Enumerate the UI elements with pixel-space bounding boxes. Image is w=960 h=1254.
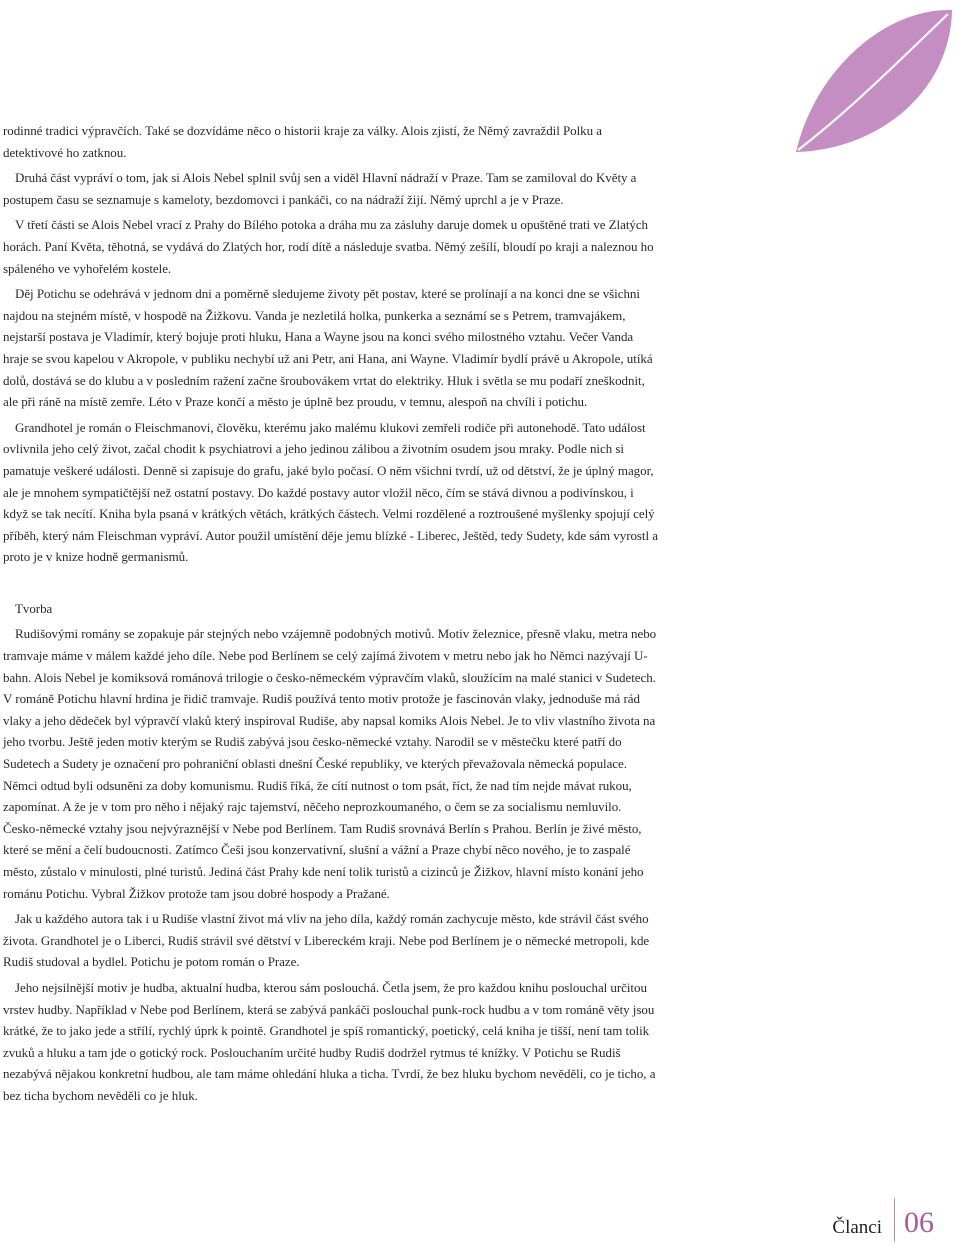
paragraph-5: Grandhotel je román o Fleischmanovi, člověku, kterému jako malému klukovi zemřeli rodiče při autonehodě. Tato událost ovlivnila jeho celý život, začal chodit k psychiatrovi a jeho jedinou zálibou a životním osudem jsou mraky. Podle nich si pamatuje veškeré události. Denně si zapisuje do grafu, jaké bylo počasí. O něm všichni tvrdí, už od dětství, že je úplný magor, ale je mnohem sympatičtější než ostatní postavy. Do každé postavy autor vložil něco, čím se stává divnou a podivínskou, i když se tak necítí. Kniha byla psaná v krátkých větách, krátkých částech. Velmi rozdělené a roztroušené myšlenky spojují celý příběh, který nám Fleischman vypráví. Autor použil umístění děje jemu blízké - Liberec, Ještěd, tedy Sudety, kde sám vyrostl a proto je v knize hodně germanismů. <box>3 419 658 565</box>
section-paragraph-2: Jak u každého autora tak i u Rudiše vlastní život má vliv na jeho díla, každý román zachycuje město, kde strávil část svého života. Grandhotel je o Liberci, Rudiš strávil své dětství v Libereckém kraji. Nebe pod Berlínem je o německé metropoli, kde Rudiš studoval a bydlel. Potichu je potom román o Praze. <box>3 911 650 970</box>
paragraph-2: Druhá část vypráví o tom, jak si Alois Nebel splnil svůj sen a viděl Hlavní nádraží v Praze. Tam se zamiloval do Květy a postupem času se seznamuje s kameloty, bezdomovci i pankáči, co na nádraží žijí. Němý uprchl a je v Praze. <box>3 170 637 207</box>
leaf-decoration <box>790 0 960 160</box>
paragraph-1: rodinné tradici výpravčích. Také se dozvídáme něco o historii kraje za války. Alois zjistí, že Němý zavraždil Polku a detektivové ho zatknou. <box>3 123 602 160</box>
paragraph-3: V třetí části se Alois Nebel vrací z Prahy do Bílého potoka a dráha mu za zásluhy daruje domek u opuštěné trati ve Zlatých horách. Paní Květa, těhotná, se vydává do Zlatých hor, rodí dítě a následuje svatba. Němý zešílí, bloudí po kraji a naleznou ho spáleného ve vyhořelém kostele. <box>3 217 654 276</box>
section-heading: Tvorba <box>15 600 53 616</box>
section-label: Članci <box>832 1217 882 1238</box>
article-body <box>3 120 658 1111</box>
page-number: 06 <box>904 1206 934 1239</box>
footer-divider <box>894 1198 895 1242</box>
paragraph-4: Děj Potichu se odehrává v jednom dni a poměrně sledujeme životy pět postav, které se prolínají a na konci dne se všichni najdou na stejném místě, v hospodě na Žižkovu. Vanda je nezletilá holka, punkerka a seznámí se s Petrem, tramvajákem, nejstarší postava je Vladimír, který bojuje proti hluku, Hana a Wayne jsou na konci svého milostného vztahu. Večer Vanda hraje se svou kapelou v Akropole, v publiku nechybí už ani Petr, ani Hana, ani Wayne. Vladimír bydlí právě u Akropole, utíká dolů, dostává se do klubu a v posledním ražení začne šroubovákem vrtat do elektriky. Hluk i světla se mu podaří zneškodnit, ale při ráně na místě zemře. Léto v Praze končí a město je úplně bez proudu, v temnu, alespoň na chvíli i potichu. <box>3 286 653 410</box>
section-paragraph-3: Jeho nejsilnější motiv je hudba, aktualní hudba, kterou sám poslouchá. Četla jsem, že pro každou knihu poslouchal určitou vrstev hudby. Například v Nebe pod Berlínem, která se zabývá pankáči poslouchal punk-rock hudbu a v tom románě věty jsou krátké, že to jako jede a střílí, rychlý úprk k pointě. Grandhotel je spíš romantický, poetický, celá kniha je tišší, není tam tolik zvuků a hluku a tam jde o gotický rock. Poslouchaním určité hudby Rudiš dodržel rytmus té knížky. V Potichu se Rudiš nezabývá nějakou konkretní hudbou, ale tam máme ohledání hluka a ticha. Tvrdí, že bez hluku bychom nevěděli, co je ticho, a bez ticha bychom nevěděli co je hluk. <box>3 979 656 1103</box>
section-paragraph-1: Rudišovými romány se zopakuje pár stejných nebo vzájemně podobných motivů. Motiv železnice, přesně vlaku, metra nebo tramvaje máme v málem každé jeho díle. Nebe pod Berlínem se celý zajímá životem v metru nebo jak ho Němci nazývají U-bahn. Alois Nebel je komiksová románová trilogie o česko-německém výpravčím vlaků, sloužícím na malé stanici v Sudetech. V románě Potichu hlavní hrdina je řidič tramvaje. Rudiš používá tento motiv protože je fascinován vlaky, jednoduše má rád vlaky a jeho dědeček byl výpravčí vlaků který inspiroval Rudiše, aby napsal komiks Alois Nebel. Je to vliv vlastního života na jeho tvorbu. Ještě jeden motiv kterým se Rudiš zabývá jsou česko-německé vztahy. Narodil se v městečku které patří do Sudetech a Sudety je označení pro pohraniční oblasti dnešní České republiky, ve kterých převažovala německá populace. Němci odtud byli odsuněni za doby komunismu. Rudiš říká, že cítí nutnost o tom psát, říct, že nad tím nejde mávat rukou, zapomínat. A že je v tom pro něho i nějaký rajc tajemství, něčeho neprozkoumaného, o čem se za socialismu nemluvilo. Česko-německé vztahy jsou nejvýraznější v Nebe pod Berlínem. Tam Rudiš srovnává Berlín s Prahou. Berlín je živé město, které se mění a čelí budoucnosti. Zatímco Češi jsou konzervativní, slušní a vážní a Praze chybí něco nového, je to zaspalé město, zůstalo v minulosti, plné turistů. Jediná část Prahy kde není tolik turistů a cizinců je Žižkov, hlavní místo konání jeho románu Potichu. Vybral Žižkov protože tam jsou dobré hospody a Pražané. <box>3 626 657 901</box>
page-footer <box>832 1198 934 1242</box>
